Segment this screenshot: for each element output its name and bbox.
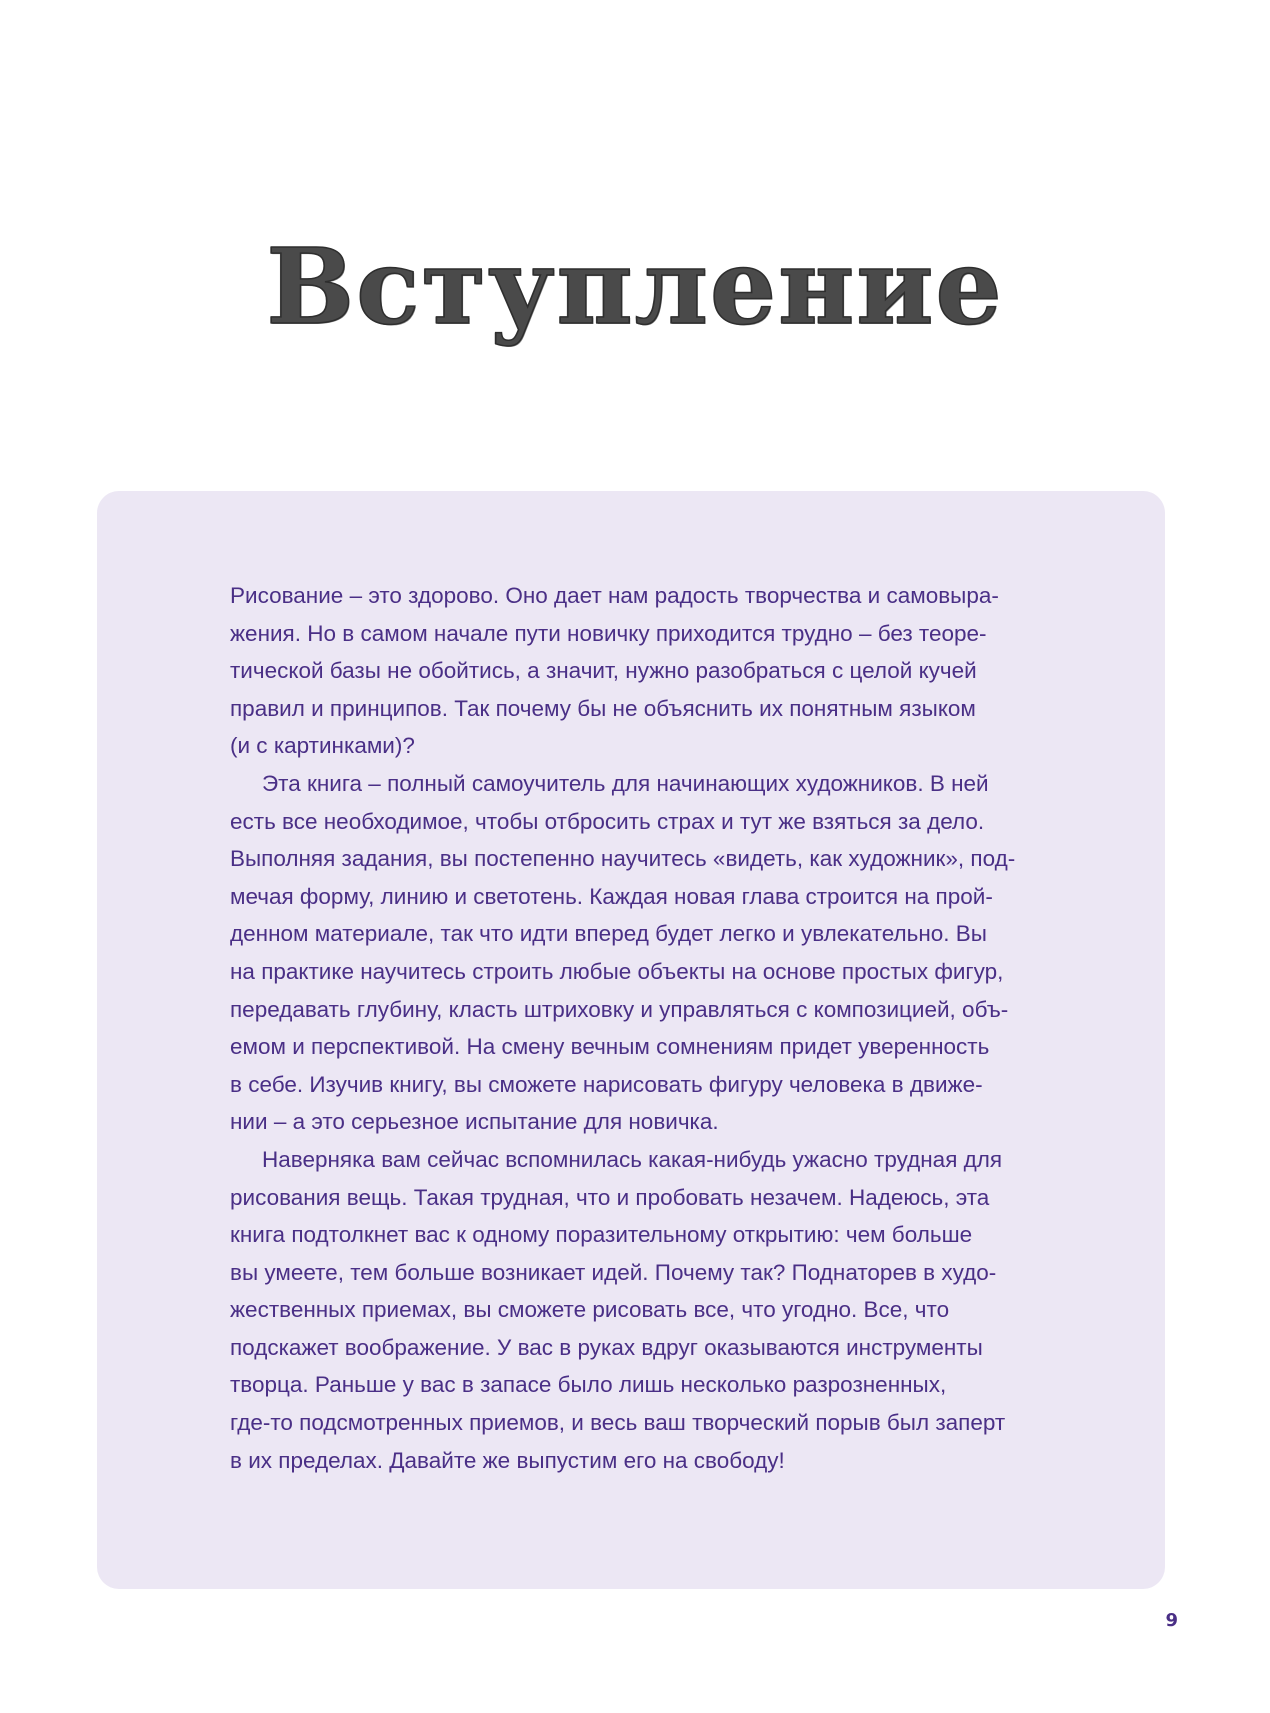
- page-number: 9: [1165, 1610, 1178, 1631]
- paragraph-1-line: Рисование – это здорово. Оно дает нам радость творчества и самовыра-: [230, 583, 999, 608]
- paragraph-2-line: Выполняя задания, вы постепенно научитесь «видеть, как художник», под-: [230, 846, 1016, 872]
- paragraph-1-line: (и с картинками)?: [230, 733, 415, 759]
- paragraph-3-line: книга подтолкнет вас к одному поразительному открытию: чем больше: [230, 1222, 973, 1248]
- chapter-title: Вступление: [266, 225, 1004, 348]
- paragraph-1-line: тической базы не обойтись, а значит, нужно разобраться с целой кучей: [230, 658, 977, 684]
- intro-text: [230, 577, 1090, 1479]
- paragraph-2-line: нии – а это серьезное испытание для новичка.: [230, 1109, 719, 1135]
- paragraph-3-line: где-то подсмотренных приемов, и весь ваш творческий порыв был заперт: [230, 1410, 1006, 1436]
- paragraph-2-line: емом и перспективой. На смену вечным сомнениям придет уверенность: [230, 1034, 990, 1060]
- paragraph-2-line: на практике научитесь строить любые объекты на основе простых фигур,: [230, 958, 1004, 984]
- paragraph-3-line: подскажет воображение. У вас в руках вдруг оказываются инструменты: [230, 1334, 983, 1360]
- paragraph-3-line: творца. Раньше у вас в запасе было лишь несколько разрозненных,: [230, 1372, 947, 1398]
- paragraph-2-line: мечая форму, линию и светотень. Каждая новая глава строится на прой-: [230, 883, 993, 909]
- paragraph-3-line: Наверняка вам сейчас вспомнилась какая-нибудь ужасно трудная для: [262, 1146, 1003, 1172]
- paragraph-2-line: денном материале, так что идти вперед будет легко и увлекательно. Вы: [230, 921, 987, 947]
- paragraph-2-line: передавать глубину, класть штриховку и управляться с композицией, объ-: [230, 996, 1009, 1022]
- paragraph-2-line: есть все необходимое, чтобы отбросить страх и тут же взяться за дело.: [230, 808, 985, 834]
- paragraph-1-line: жения. Но в самом начале пути новичку приходится трудно – без теоре-: [230, 620, 987, 646]
- paragraph-3-line: вы умеете, тем больше возникает идей. Почему так? Поднаторев в худо-: [230, 1259, 997, 1285]
- paragraph-2-line: Эта книга – полный самоучитель для начинающих художников. В ней: [262, 770, 989, 796]
- paragraph-3-line: жественных приемах, вы сможете рисовать все, что угодно. Все, что: [230, 1297, 950, 1323]
- paragraph-1-line: правил и принципов. Так почему бы не объяснить их понятным языком: [230, 695, 976, 721]
- paragraph-2-line: в себе. Изучив книгу, вы сможете нарисовать фигуру человека в движе-: [230, 1071, 983, 1097]
- paragraph-3-line: в их пределах. Давайте же выпустим его на свободу!: [230, 1447, 785, 1473]
- paragraph-3-line: рисования вещь. Такая трудная, что и пробовать незачем. Надеюсь, эта: [230, 1184, 990, 1210]
